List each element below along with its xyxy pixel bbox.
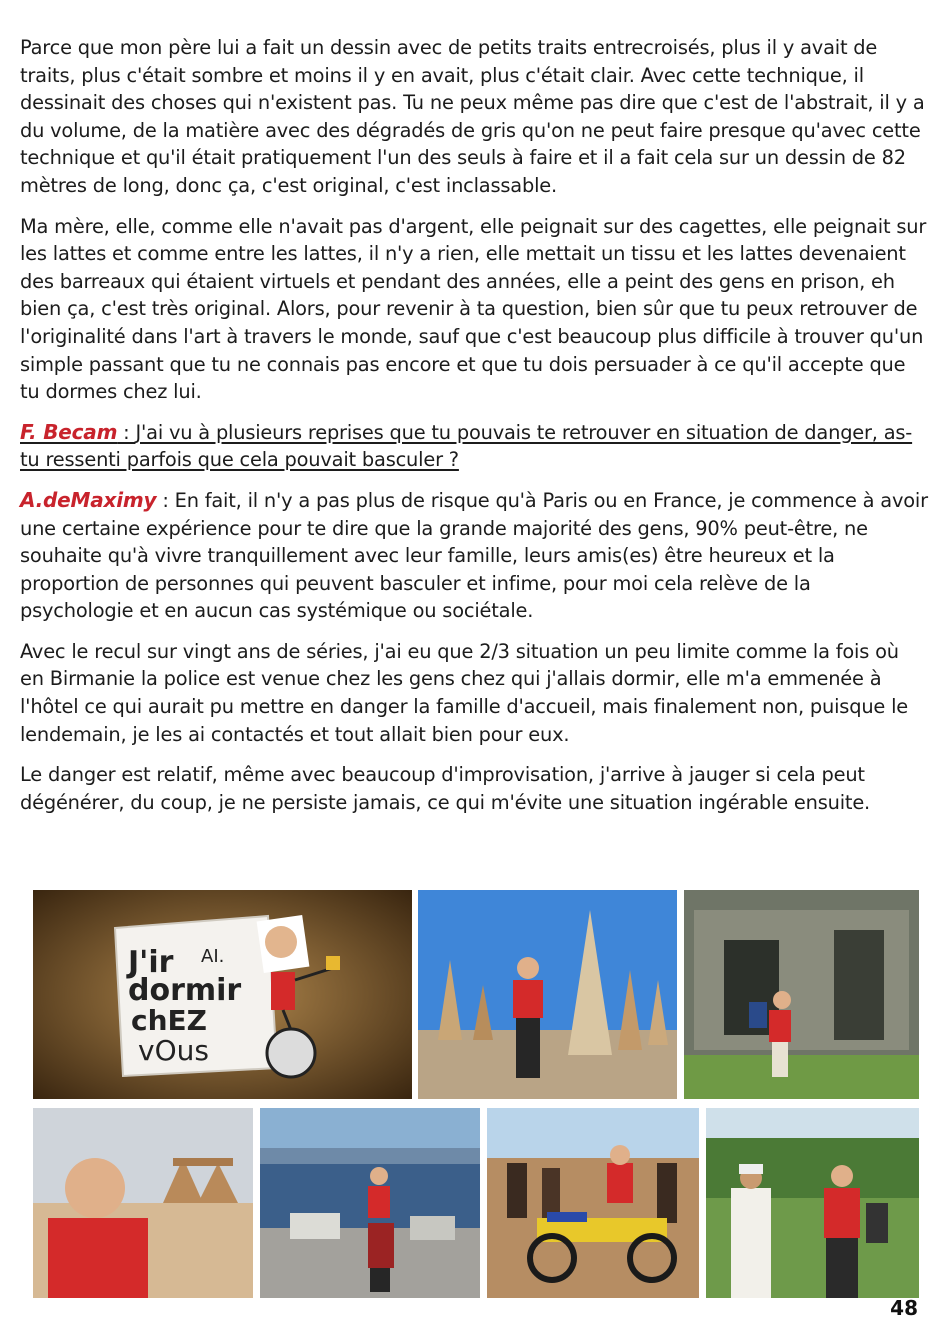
question-text: J'ai vu à plusieurs reprises que tu pouvais te retrouver en situation de danger, as-tu ressenti parfois que cela pouvait basculer ? [20, 420, 913, 472]
photo-motorbike [487, 1108, 699, 1298]
traveler-figure [607, 1163, 633, 1203]
logo-line-3: chEZ [131, 1004, 207, 1037]
traveler-figure [769, 1010, 791, 1042]
interviewee-name: A.deMaximy [20, 487, 157, 512]
paragraph: Parce que mon père lui a fait un dessin avec de petits traits entrecroisés, plus il y avait de traits, plus c'était sombre et moins il y en avait, plus c'était clair. Avec cette technique, il dessinait des choses qui n'existent pas. Tu ne peux même pas dire que c'est de l'abstrait, il y a du volume, de la matière avec des dégradés de gris qu'on ne peut faire presque qu'avec cette technique et qu'il était pratiquement l'un des seuls à faire et il a fait cela sur un dessin de 82 mètres de long, donc ça, c'est original, c'est inclassable. [20, 36, 925, 197]
wheel-icon [267, 1029, 315, 1077]
paragraph: Ma mère, elle, comme elle n'avait pas d'argent, elle peignait sur des cagettes, elle peignait sur les lattes et comme entre les lattes, il n'y a rien, elle mettait un tissu et les lattes devenaient des barreaux qui étaient virtuels et pendant des années, elle a peint des gens en prison, eh bien ça, c'est très original. Alors, pour revenir à ta question, bien sûr que tu peux retrouver de l'originalité dans l'art à travers le monde, sauf que c'est beaucoup plus difficile à trouver qu'un simple passant que tu ne connais pas encore et que tu dois persuader à ce qu'il accepte que tu dormes chez lui. [20, 214, 927, 404]
answer-text: En fait, il n'y a pas plus de risque qu'à Paris ou en France, je commence à avoir une certaine expérience pour te dire que la grande majorité des gens, 90% peut-être, ne souhaite qu'à vivre tranquillement avec leur famille, leurs amis(es) être heureux et la proportion de personnes qui peuvent basculer et infime, pour moi cela relève de la psychologie et en aucun cas systémique ou sociétale. [20, 488, 928, 623]
answer-separator: : [156, 488, 175, 512]
photo-pagodas [418, 890, 677, 1099]
photo-show-logo [33, 890, 412, 1099]
interviewer-name: F. Becam [20, 419, 118, 444]
traveler-figure [513, 980, 543, 1018]
photo-temple-ruins [684, 890, 919, 1099]
photo-station [260, 1108, 480, 1298]
logo-line-4: vOus [138, 1034, 209, 1067]
paragraph: Avec le recul sur vingt ans de séries, j'ai eu que 2/3 situation un peu limite comme la fois où en Birmanie la police est venue chez les gens chez qui j'allais dormir, elle m'a emmenée à l'hôtel ce qui aurait pu mettre en danger la famille d'accueil, mais finalement non, puisque le lendemain, je les ai contactés et tout allait bien pour eux. [20, 639, 909, 746]
page-number: 48 [890, 1296, 918, 1320]
interview-question [20, 419, 928, 474]
interview-answer [20, 487, 928, 625]
logo-line-1: J'ir [128, 945, 174, 980]
traveler-figure [368, 1186, 390, 1218]
robed-figure [731, 1188, 771, 1298]
face-icon [265, 926, 297, 958]
article-body [20, 34, 928, 829]
photo-selfie-road [33, 1108, 253, 1298]
logo-line-2: dormir [128, 973, 242, 1008]
question-separator: : [117, 420, 136, 444]
logo-line-1b: AI. [201, 946, 225, 967]
face-icon [65, 1158, 125, 1218]
photo-park [706, 1108, 919, 1298]
paragraph: Le danger est relatif, même avec beaucoup d'improvisation, j'arrive à jauger si cela peut dégénérer, du coup, je ne persiste jamais, ce qui m'évite une situation ingérable ensuite. [20, 763, 871, 814]
traveler-figure [824, 1188, 860, 1238]
